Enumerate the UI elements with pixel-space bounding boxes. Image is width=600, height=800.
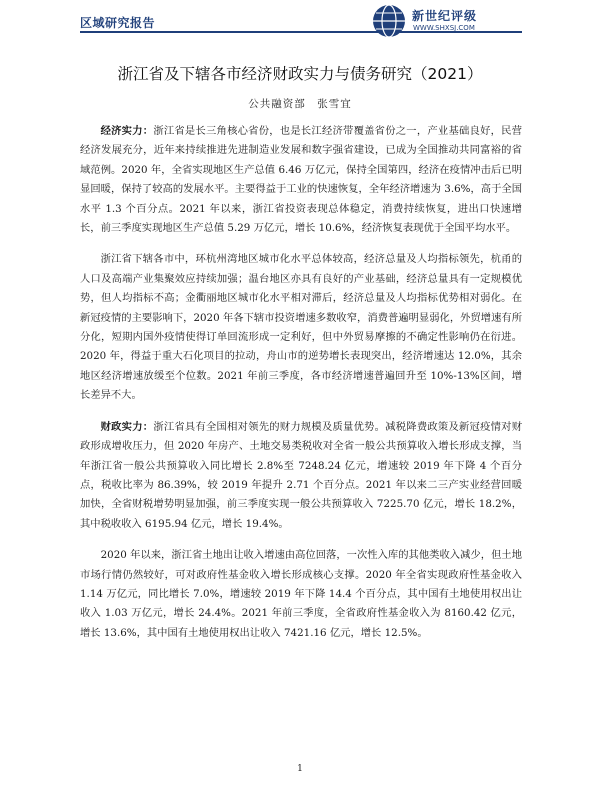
paragraph-lead: 经济实力：: [100, 125, 154, 137]
paragraph-lead: 财政实力：: [100, 420, 154, 433]
paragraph-fund-revenue: [80, 546, 522, 643]
page-header: [80, 0, 522, 48]
paragraph-city-economy: [80, 250, 522, 405]
logo-name: 新世纪评级: [412, 9, 478, 23]
paragraph-text: 浙江省是长三角核心省份，也是长江经济带覆盖省份之一，产业基础良好，民营经济发展充分，近年来持续推进先进制造业发展和数字强省建设，已成为全国推动共同富裕的省域范例。2020 年，全省实现地区生产总值 6.46 万亿元，保持全国第四，经济在疫情冲击后已明显回暖，保持了较高的发展水平。主要得益于工业的快速恢复，全年经济增速为 3.6%，高于全国水平 1.3 个百分点。2021 年以来，浙江省投资表现总体稳定，消费持续恢复，进出口快速增长，前三季度实现地区生产总值 5.29 万亿元，增长 10.6%，经济恢复表现优于全国平均水平。: [80, 125, 523, 235]
page-title: 浙江省及下辖各市经济财政实力与债务研究（2021）: [117, 65, 483, 83]
author-line: 公共融资部 张雪宜: [248, 98, 352, 110]
section-label: 区域研究报告: [80, 16, 156, 30]
logo-url: WWW.SHXSJ.COM: [413, 24, 475, 32]
page-number: 1: [297, 764, 303, 774]
paragraph-fiscal-strength: [80, 418, 522, 534]
paragraph-text: 浙江省下辖各市中，环杭州湾地区城市化水平总体较高，经济总量及人均指标领先，杭甬的人口及高端产业集聚效应持续加强；温台地区亦具有良好的产业基础，经济总量具有一定规模优势，但人均指标不高；金衢丽地区城市化水平相对滞后，经济总量及人均指标优势相对弱化。在新冠疫情的主要影响下，2020 年各下辖市投资增速多数收窄，消费普遍明显弱化，外贸增速有所分化，短期内国外疫情使得订单回流形成一定利好，但中外贸易摩擦的不确定性影响仍在衍进。2020 年，得益于重大石化项目的拉动，舟山市的逆势增长表现突出，经济增速达 12.0%，其余地区经济增速放缓至个位数。2021 年前三季度，各市经济增速普遍回升至 10%-13%区间，增长差异不大。: [80, 253, 522, 402]
globe-icon: [372, 4, 406, 38]
paragraph-text: 2020 年以来，浙江省土地出让收入增速由高位回落，一次性入库的其他类收入减少，但土地市场行情仍然较好，可对政府性基金收入增长形成核心支撑。2020 年全省实现政府性基金收入 1.14 万亿元，同比增长 7.0%，增速较 2019 年下降 14.4 个百分点，其中国有土地使用权出让收入 1.03 万亿元，增长 24.4%。2021 年前三季度，全省政府性基金收入为 8160.42 亿元，增长 13.6%，其中国有土地使用权出让收入 7421.16 亿元，增长 12.5%。: [80, 549, 522, 639]
company-logo: [372, 4, 522, 40]
paragraph-text: 浙江省具有全国相对领先的财力规模及质量优势。减税降费政策及新冠疫情对财政形成增收压力，但 2020 年房产、土地交易类税收对全省一般公共预算收入增长形成支撑，当年浙江省一般公共预算收入同比增长 2.8%至 7248.24 亿元，增速较 2019 年下降 4 个百分点，税收比率为 86.39%，较 2019 年提升 2.71 个百分点。2021 年以来二三产实业经营回暖加快，全省财税增势明显加强，前三季度实现一般公共预算收入 7225.70 亿元，增长 18.2%，其中税收收入 6195.94 亿元，增长 19.4%。: [80, 420, 523, 530]
paragraph-economic-strength: [80, 122, 522, 238]
document-body: [80, 122, 522, 655]
